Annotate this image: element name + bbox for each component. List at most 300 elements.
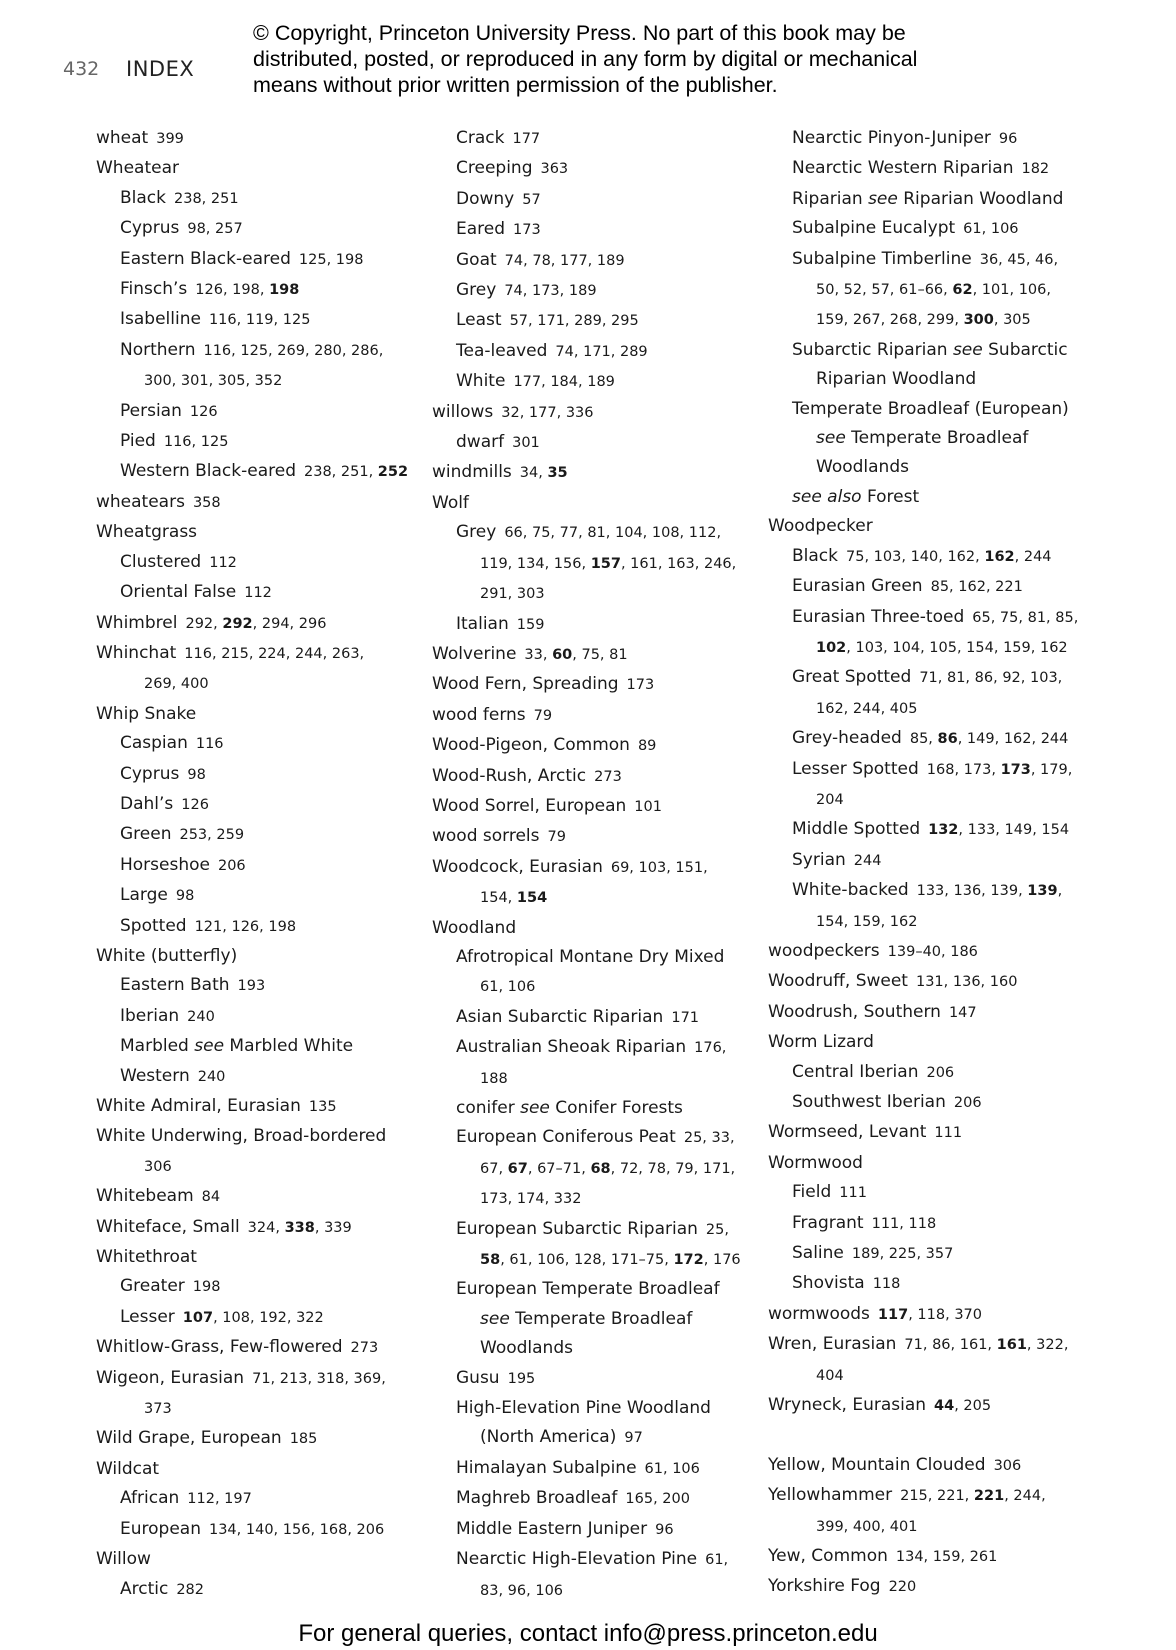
page-references xyxy=(195,282,299,298)
page-ref: 65, 75, 81, 85, xyxy=(972,609,1079,626)
entry-term: Horseshoe xyxy=(120,854,210,875)
entry-term: Wren, Eurasian xyxy=(768,1334,897,1355)
entry-term: wheatears xyxy=(96,491,185,512)
page-ref: 220 xyxy=(888,1579,917,1596)
index-entry xyxy=(432,185,752,215)
entry-term: Eurasian Three-toed xyxy=(792,606,965,627)
index-entry xyxy=(432,731,752,761)
page-ref: 112 xyxy=(209,554,237,571)
page-ref: 131, 136, 160 xyxy=(915,974,1018,991)
entry-term: Whinchat xyxy=(96,642,177,663)
entry-term: Grey xyxy=(456,280,497,301)
index-entry xyxy=(768,633,1098,663)
page-references xyxy=(480,586,545,602)
entry-term: Pied xyxy=(120,431,156,452)
page-references xyxy=(144,676,209,692)
index-entry xyxy=(768,663,1098,693)
index-entry xyxy=(432,853,752,883)
entry-term: White (butterfly) xyxy=(96,945,238,966)
page-references xyxy=(816,1519,917,1535)
entry-term: Afrotropical Montane Dry Mixed xyxy=(456,946,725,967)
index-entry xyxy=(768,1542,1098,1572)
page-ref: 71, 81, 86, 92, 103, xyxy=(919,670,1063,687)
page-ref: 173, 174, 332 xyxy=(480,1191,582,1208)
primary-page-ref: 62 xyxy=(952,282,973,299)
index-entry xyxy=(96,397,426,427)
page-ref: 83, 96, 106 xyxy=(480,1582,564,1599)
entry-term: Marbled xyxy=(120,1036,195,1057)
page-ref: , 75, 81 xyxy=(572,646,628,663)
index-entry xyxy=(96,548,426,578)
entry-term: Riparian Woodland xyxy=(816,369,977,390)
page-ref: 71, 86, 161, xyxy=(904,1337,997,1354)
index-entry xyxy=(432,822,752,852)
page-ref: 85, 162, 221 xyxy=(930,579,1023,596)
page-references xyxy=(176,1582,204,1598)
page-ref: 238, 251, xyxy=(304,464,378,481)
entry-term: Goat xyxy=(456,249,497,270)
entry-term: see xyxy=(952,339,983,360)
index-entry xyxy=(768,724,1098,754)
entry-term: see xyxy=(194,1036,225,1057)
page-ref: 173 xyxy=(513,222,541,239)
index-entry xyxy=(768,1361,1098,1391)
entry-term: Finsch’s xyxy=(120,279,188,300)
entry-term: Grey xyxy=(456,522,497,543)
page-ref: 98, 257 xyxy=(187,221,243,238)
page-ref: 215, 221, xyxy=(900,1488,974,1505)
index-entry xyxy=(768,1330,1098,1360)
entry-term: Wood-Rush, Arctic xyxy=(432,765,587,786)
entry-term: Creeping xyxy=(456,158,533,179)
primary-page-ref: 300 xyxy=(963,312,994,329)
index-entry xyxy=(96,1032,426,1061)
entry-term: see also xyxy=(792,486,862,507)
page-ref: 116, 125, 269, 280, 286, xyxy=(203,342,384,359)
page-references xyxy=(501,405,593,421)
entry-term: Woodrush, Southern xyxy=(768,1001,941,1022)
page-ref: 240 xyxy=(197,1068,226,1085)
page-references xyxy=(504,283,596,299)
entry-term: wood sorrels xyxy=(432,826,540,847)
index-entry xyxy=(96,427,426,457)
index-column-1 xyxy=(96,124,426,1605)
primary-page-ref: 68 xyxy=(590,1160,611,1177)
entry-term: Downy xyxy=(456,188,515,209)
page-ref: 154, 159, 162 xyxy=(816,913,918,930)
index-entry xyxy=(432,701,752,731)
page-ref: 306 xyxy=(993,1457,1022,1474)
page-ref: 126, 198, xyxy=(195,282,270,299)
page-references xyxy=(706,1222,729,1238)
entry-term: Wheatgrass xyxy=(96,522,198,543)
page-references xyxy=(179,827,244,843)
entry-term: Whitlow-Grass, Few-flowered xyxy=(96,1337,343,1358)
section-title: INDEX xyxy=(126,57,195,81)
page-ref: 282 xyxy=(176,1581,205,1598)
index-entry xyxy=(96,639,426,669)
page-references xyxy=(655,1522,673,1538)
page-references xyxy=(625,1491,690,1507)
page-references xyxy=(187,1491,252,1507)
page-references xyxy=(928,822,1069,838)
index-entry xyxy=(432,1484,752,1514)
page-references xyxy=(198,1069,226,1085)
page-references xyxy=(480,556,736,572)
index-entry xyxy=(96,275,426,305)
entry-term: Caspian xyxy=(120,733,188,754)
index-entry xyxy=(768,1481,1098,1511)
index-entry xyxy=(96,1364,426,1394)
entry-term: Wigeon, Eurasian xyxy=(96,1367,245,1388)
page-references xyxy=(520,465,568,481)
page-ref: 112, 197 xyxy=(187,1491,252,1508)
page-ref: 404 xyxy=(816,1367,844,1384)
entry-term: Himalayan Subalpine xyxy=(456,1457,637,1478)
entry-term: Large xyxy=(120,885,168,906)
entry-term: Shovista xyxy=(792,1273,865,1294)
footer-contact: For general queries, contact info@press.princeton.edu xyxy=(298,1620,878,1647)
page-references xyxy=(896,1549,997,1565)
page-ref: 240 xyxy=(187,1008,215,1025)
page-ref: , xyxy=(1057,883,1063,900)
entry-term: Subarctic Riparian xyxy=(792,339,953,360)
index-entry xyxy=(432,943,752,972)
entry-term: Southwest Iberian xyxy=(792,1092,946,1112)
index-entry xyxy=(768,937,1098,967)
index-entry xyxy=(432,1364,752,1394)
page-references xyxy=(196,736,224,752)
index-entry xyxy=(432,337,752,367)
index-entry xyxy=(432,1215,752,1245)
index-entry xyxy=(96,184,426,214)
index-entry xyxy=(432,306,752,336)
page-ref: , 339 xyxy=(314,1219,352,1236)
page-references xyxy=(480,1161,735,1177)
entry-term: Riparian xyxy=(792,188,869,209)
page-ref: 34, xyxy=(519,465,548,482)
primary-page-ref: 338 xyxy=(284,1219,315,1236)
entry-term: Great Spotted xyxy=(792,667,912,688)
entry-term: Wryneck, Eurasian xyxy=(768,1395,927,1416)
page-ref: 116, 215, 224, 244, 263, xyxy=(184,645,365,662)
page-references xyxy=(144,1159,172,1175)
page-ref: , 149, 162, 244 xyxy=(957,731,1069,748)
entry-term: Wild Grape, European xyxy=(96,1428,282,1449)
index-entry xyxy=(768,1178,1098,1208)
index-entry xyxy=(96,760,426,790)
page-references xyxy=(195,919,296,935)
page-references xyxy=(994,1458,1022,1474)
entry-term: Nearctic High-Elevation Pine xyxy=(456,1549,698,1570)
entry-term: Oriental False xyxy=(120,582,237,603)
page-references xyxy=(638,738,656,754)
page-ref: 116, 125 xyxy=(163,434,229,451)
primary-page-ref: 35 xyxy=(547,465,568,482)
page-ref: 198 xyxy=(192,1279,221,1296)
page-references xyxy=(513,222,541,238)
index-entry xyxy=(96,729,426,759)
page-ref: 134, 140, 156, 168, 206 xyxy=(208,1521,385,1538)
page-references xyxy=(144,1401,172,1417)
page-ref: 111 xyxy=(934,1125,963,1142)
index-entry xyxy=(96,1455,426,1484)
page-references xyxy=(671,1010,699,1026)
page-ref: 238, 251 xyxy=(174,190,239,207)
index-entry xyxy=(768,124,1098,154)
page-references xyxy=(513,374,614,390)
index-entry xyxy=(96,1272,426,1302)
page-ref: 358 xyxy=(192,494,221,511)
page-ref: , 244 xyxy=(1014,548,1052,565)
index-entry xyxy=(768,185,1098,214)
entry-term: Isabelline xyxy=(120,309,201,330)
entry-term: Arctic xyxy=(120,1578,169,1599)
primary-page-ref: 154 xyxy=(516,890,548,907)
page-references xyxy=(351,1340,379,1356)
entry-term: Wood Fern, Spreading xyxy=(432,674,619,695)
entry-term: Riparian Woodland xyxy=(897,188,1064,209)
index-entry xyxy=(96,366,426,396)
index-entry xyxy=(768,424,1098,453)
page-references xyxy=(187,1009,215,1025)
entry-term: Eastern Black-eared xyxy=(120,248,291,269)
page-references xyxy=(512,131,540,147)
page-references xyxy=(480,1071,508,1087)
page-ref: , 133, 149, 154 xyxy=(958,822,1070,839)
page-references xyxy=(193,495,221,511)
index-entry xyxy=(768,1239,1098,1269)
entry-term: Gusu xyxy=(456,1367,500,1388)
index-entry xyxy=(96,1333,426,1363)
entry-term: wormwoods xyxy=(768,1303,870,1324)
entry-term: Woodcock, Eurasian xyxy=(432,856,603,877)
page-references xyxy=(218,858,246,874)
page-references xyxy=(209,312,310,328)
page-ref: 61, 106 xyxy=(480,979,536,996)
index-entry xyxy=(432,1545,752,1575)
page-ref: 126 xyxy=(181,796,209,813)
index-entry xyxy=(768,1512,1098,1542)
page-ref: , 244, xyxy=(1004,1488,1046,1505)
index-entry xyxy=(96,124,426,154)
index-entry xyxy=(768,1300,1098,1330)
index-entry xyxy=(432,428,752,458)
page-ref: , 103, 104, 105, 154, 159, 162 xyxy=(846,639,1068,656)
page-ref: 301 xyxy=(512,435,540,452)
index-entry xyxy=(432,1064,752,1094)
page-references xyxy=(816,701,917,717)
page-references xyxy=(299,252,364,268)
page-ref: 74, 78, 177, 189 xyxy=(504,252,625,269)
page-references xyxy=(187,221,242,237)
index-entry xyxy=(432,154,752,184)
page-references xyxy=(816,640,1068,656)
index-entry xyxy=(432,670,752,700)
page-references xyxy=(480,1191,581,1207)
entry-term: Central Iberian xyxy=(792,1061,919,1082)
page-references xyxy=(816,914,917,930)
page-ref: 111 xyxy=(839,1185,867,1202)
entry-term: Whip Snake xyxy=(96,703,197,724)
entry-term: Eurasian Green xyxy=(792,576,923,597)
primary-page-ref: 221 xyxy=(973,1488,1005,1505)
page-references xyxy=(904,1337,1068,1353)
page-references xyxy=(634,799,662,815)
entry-term: Temperate Broadleaf xyxy=(845,428,1029,449)
page-ref: 97 xyxy=(624,1430,643,1447)
index-entry xyxy=(768,1149,1098,1178)
page-references xyxy=(931,579,1023,595)
index-entry xyxy=(96,1213,426,1243)
index-entry xyxy=(96,1092,426,1122)
page-references xyxy=(854,853,882,869)
page-ref: 154, xyxy=(480,890,517,907)
index-entry xyxy=(96,912,426,942)
entry-term: Iberian xyxy=(120,1005,180,1026)
index-entry xyxy=(432,549,752,579)
page-ref: 57, 171, 289, 295 xyxy=(509,313,639,330)
page-ref: 206 xyxy=(953,1095,982,1111)
primary-page-ref: 107 xyxy=(182,1309,214,1326)
entry-term: Subarctic xyxy=(982,339,1068,360)
page-ref: 61, 106 xyxy=(963,221,1019,238)
primary-page-ref: 102 xyxy=(816,639,847,656)
entry-term: White Underwing, Broad-bordered xyxy=(96,1126,387,1147)
primary-page-ref: 132 xyxy=(928,822,959,839)
page-ref: , 72, 78, 79, 171, xyxy=(610,1160,736,1177)
page-ref: 171 xyxy=(671,1009,700,1026)
page-references xyxy=(645,1461,700,1477)
entry-term: Nearctic Western Riparian xyxy=(792,158,1014,179)
page-ref: 135 xyxy=(308,1099,337,1115)
index-entry xyxy=(768,365,1098,394)
entry-term: Worm Lizard xyxy=(768,1032,874,1053)
page-ref: 182 xyxy=(1021,161,1050,178)
entry-term: see xyxy=(480,1308,510,1329)
entry-term: Lesser xyxy=(120,1306,175,1327)
page-ref: 69, 103, 151, xyxy=(610,859,708,876)
page-ref: 324, xyxy=(247,1219,285,1236)
page-references xyxy=(290,1431,318,1447)
index-entry xyxy=(768,572,1098,602)
index-entry xyxy=(432,215,752,245)
index-entry xyxy=(432,1576,752,1606)
entry-term: Syrian xyxy=(792,849,846,870)
index-entry xyxy=(96,1303,426,1333)
index-entry xyxy=(432,762,752,792)
index-entry xyxy=(96,609,426,639)
page-ref: 185 xyxy=(289,1431,318,1448)
entry-term: Cyprus xyxy=(120,218,180,239)
index-entry xyxy=(432,246,752,276)
entry-term: Yew, Common xyxy=(768,1546,888,1567)
primary-page-ref: 44 xyxy=(934,1398,955,1415)
page-references xyxy=(872,1216,937,1232)
index-entry xyxy=(768,1209,1098,1239)
entry-term: see xyxy=(868,188,898,209)
index-entry xyxy=(768,815,1098,845)
page-ref: 61, xyxy=(705,1552,729,1569)
entry-term: European Subarctic Riparian xyxy=(456,1218,698,1239)
index-entry xyxy=(96,1545,426,1574)
entry-term: willows xyxy=(432,401,494,422)
entry-term: Yellowhammer xyxy=(768,1485,893,1506)
entry-term: Wheatear xyxy=(96,158,179,179)
page-references xyxy=(517,617,545,633)
primary-page-ref: 58 xyxy=(480,1252,501,1269)
page-references xyxy=(480,979,535,995)
page-references xyxy=(934,1125,962,1141)
index-entry xyxy=(768,154,1098,184)
index-entry xyxy=(432,914,752,943)
page-ref: , 179, xyxy=(1030,761,1073,778)
index-entry xyxy=(96,1122,426,1151)
page-references xyxy=(164,434,229,450)
index-entry xyxy=(432,367,752,397)
entry-term: European xyxy=(120,1518,201,1539)
index-entry xyxy=(96,214,426,244)
entry-term: Wolverine xyxy=(432,643,517,664)
index-entry xyxy=(768,512,1098,541)
index-entry xyxy=(432,1184,752,1214)
entry-term: see xyxy=(520,1098,550,1118)
page-references xyxy=(144,373,282,389)
entry-term: Lesser Spotted xyxy=(792,758,919,779)
entry-term: Dahl’s xyxy=(120,793,174,814)
index-entry xyxy=(432,1454,752,1484)
index-entry xyxy=(96,851,426,881)
page-references xyxy=(816,1368,844,1384)
page-references xyxy=(480,890,547,906)
page-ref: 66, 75, 77, 81, 104, 108, 112, xyxy=(504,525,722,542)
primary-page-ref: 60 xyxy=(552,646,573,663)
page-references xyxy=(185,616,326,632)
index-entry xyxy=(768,453,1098,482)
page-references xyxy=(504,525,721,541)
entry-term: Crack xyxy=(456,128,505,148)
page-references xyxy=(187,767,205,783)
page-ref: 116 xyxy=(195,736,224,753)
index-entry xyxy=(768,1058,1098,1088)
page-references xyxy=(910,731,1069,747)
index-entry xyxy=(96,669,426,699)
page-ref: 50, 52, 57, 61–66, xyxy=(816,282,953,299)
index-entry xyxy=(432,1423,752,1453)
index-entry xyxy=(96,971,426,1001)
page-references xyxy=(540,161,568,177)
index-entry xyxy=(432,398,752,428)
page-ref: 193 xyxy=(237,978,266,995)
page-references xyxy=(309,1099,337,1115)
entry-term: High-Elevation Pine Woodland xyxy=(456,1398,711,1419)
entry-term: Spotted xyxy=(120,915,187,936)
index-entry xyxy=(432,1154,752,1184)
page-ref: 162, 244, 405 xyxy=(816,700,918,717)
page-references xyxy=(594,769,622,785)
page-references xyxy=(480,1583,563,1599)
page-ref: 306 xyxy=(144,1158,172,1175)
page-references xyxy=(980,252,1058,268)
index-entry xyxy=(768,1269,1098,1299)
index-entry xyxy=(432,124,752,154)
page-ref: 177 xyxy=(512,131,541,147)
page-ref: , 118, 370 xyxy=(908,1306,982,1323)
page-ref: 84 xyxy=(201,1189,221,1206)
copyright-line: distributed, posted, or reproduced in any form by digital or mechanical xyxy=(253,47,918,71)
index-entry xyxy=(96,336,426,366)
index-entry xyxy=(96,1394,426,1424)
